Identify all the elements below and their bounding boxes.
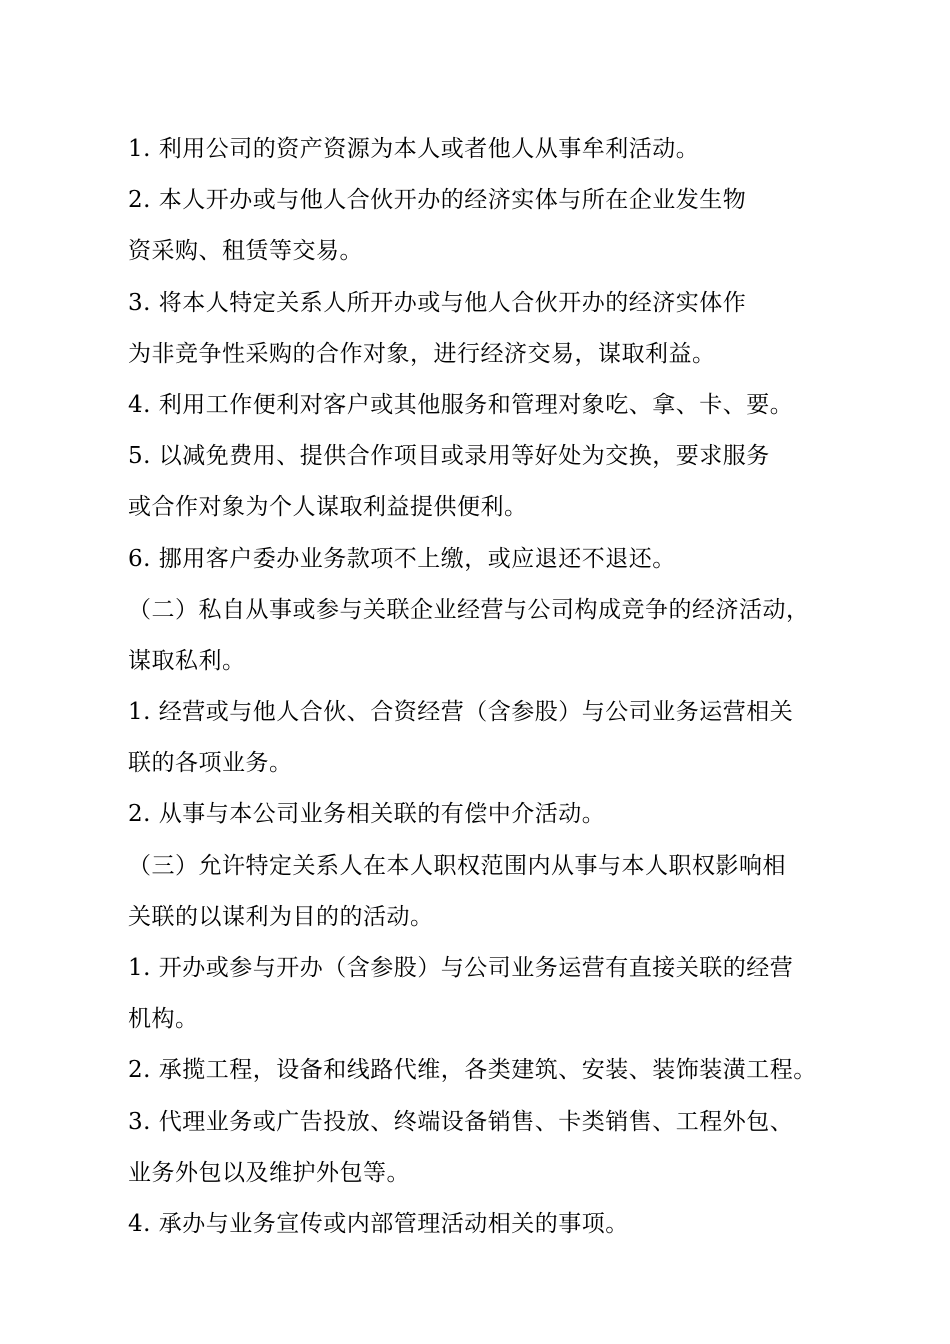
document-body [128, 136, 828, 1262]
text-line: 谋取私利。 [128, 647, 246, 674]
text-line: 2. 从事与本公司业务相关联的有偿中介活动。 [128, 801, 606, 828]
text-line: 1. 经营或与他人合伙、合资经营（含参股）与公司业务运营相关 [128, 699, 794, 726]
text-line: 资采购、租赁等交易。 [128, 238, 363, 265]
text-line: 业务外包以及维护外包等。 [128, 1159, 410, 1186]
text-line: 为非竞争性采购的合作对象，进行经济交易，谋取利益。 [128, 340, 716, 367]
text-line: 6. 挪用客户委办业务款项不上缴，或应退还不退还。 [128, 545, 676, 572]
text-line: 或合作对象为个人谋取利益提供便利。 [128, 494, 528, 521]
text-line: 2. 本人开办或与他人合伙开办的经济实体与所在企业发生物 [128, 187, 747, 214]
text-line: 联的各项业务。 [128, 750, 293, 777]
text-line: 3. 代理业务或广告投放、终端设备销售、卡类销售、工程外包、 [128, 1108, 794, 1135]
text-line: （二）私自从事或参与关联企业经营与公司构成竞争的经济活动， [128, 596, 810, 623]
text-line: 1. 利用公司的资产资源为本人或者他人从事牟利活动。 [128, 136, 700, 162]
text-line: 4. 利用工作便利对客户或其他服务和管理对象吃、拿、卡、要。 [128, 391, 794, 418]
text-line: 3. 将本人特定关系人所开办或与他人合伙开办的经济实体作 [128, 289, 747, 316]
text-line: 1. 开办或参与开办（含参股）与公司业务运营有直接关联的经营 [128, 955, 794, 981]
text-line: 机构。 [128, 1006, 199, 1033]
text-line: 5. 以减免费用、提供合作项目或录用等好处为交换，要求服务 [128, 443, 770, 470]
text-line: （三）允许特定关系人在本人职权范围内从事与本人职权影响相 [128, 852, 786, 879]
text-line: 4. 承办与业务宣传或内部管理活动相关的事项。 [128, 1210, 629, 1237]
text-line: 关联的以谋利为目的的活动。 [128, 903, 434, 930]
text-line: 2. 承揽工程，设备和线路代维，各类建筑、安装、装饰装潢工程。 [128, 1057, 817, 1084]
